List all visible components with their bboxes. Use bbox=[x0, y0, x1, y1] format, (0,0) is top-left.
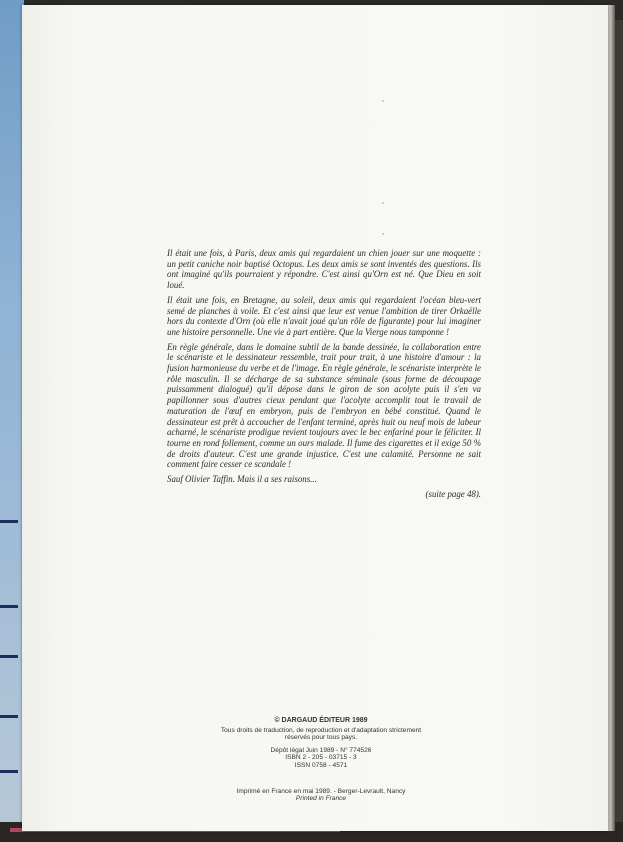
paragraph: Il était une fois, en Bretagne, au soleil, deux amis qui regardaient l'océan bleu-vert semé de planches à voile. Et c'est ainsi que leur est venue l'ambition de tirer Orkaëlle hors du contexte d'Orn (où elle n'avait joué qu'un rôle de figurante) pour lui imaginer une histoire personnelle. Une vie à part entière. Que la Vierge nous tamponne ! bbox=[167, 294, 481, 337]
paper-speck bbox=[382, 202, 384, 204]
continuation-note: (suite page 48). bbox=[425, 488, 481, 499]
cover-mark bbox=[0, 770, 18, 773]
rights-line: Tous droits de traduction, de reproduction et d'adaptation strictement bbox=[220, 726, 422, 734]
publisher-line: © DARGAUD ÉDITEUR 1989 bbox=[274, 717, 368, 724]
paper-speck bbox=[382, 233, 384, 235]
printer-line: Imprimé en France en mai 1989. - Berger-Levrault, Nancy bbox=[236, 787, 406, 795]
isbn: ISBN 2 - 205 - 03715 - 3 bbox=[285, 754, 357, 762]
preface-text bbox=[167, 248, 481, 499]
paper-speck bbox=[382, 100, 384, 102]
issn: ISSN 0758 - 4571 bbox=[294, 761, 348, 769]
cover-mark bbox=[0, 520, 18, 523]
cover-mark bbox=[0, 715, 18, 718]
paragraph: Il était une fois, à Paris, deux amis qui regardaient un chien jouer sur une moquette : un petit caniche noir baptisé Octopus. Les deux amis se sont inventés des questions. Ils ont imaginé qu'ils pourraient y répondre. C'est ainsi qu'Orn est né. Que Dieu en soit loué. bbox=[167, 248, 481, 291]
cover-left-edge bbox=[0, 0, 24, 842]
paragraph: En règle générale, dans le domaine subtil de la bande dessinée, la collaboration entre le scénariste et le dessinateur ressemble, trait pour trait, à une histoire d'amour : la fusion harmonieuse du verbe et de l'image. En règle générale, le scénariste interprète le rôle masculin. Il se décharge de sa substance séminale (sous forme de découpage puissamment dialogué) qu'il dépose dans le giron de son acolyte puis il s'en va papillonner sous d'autres cieux pendant que l'acolyte accomplit tout le travail de maturation de l'œuf en embryon, puis de l'embryon en bébé constitué. Quand le dessinateur est prêt à accoucher de l'enfant terminé, après huit ou neuf mois de labeur acharné, le scénariste prodigue revient toujours avec le bec enfariné pour le féliciter. Il tourne en rond follement, comme un ours malade. Il fume des cigarettes et il exige 50 % de droits d'auteur. C'est une grande injustice. C'est une calamité. Personne ne sait comment faire cesser ce scandale ! bbox=[167, 341, 481, 470]
paragraph: Sauf Olivier Taffin. Mais il a ses raisons... bbox=[167, 474, 317, 485]
cover-mark bbox=[0, 655, 18, 658]
rights-line: réservés pour tous pays. bbox=[284, 734, 358, 742]
cover-mark bbox=[0, 605, 18, 608]
depot-legal: Dépôt légal Juin 1989 - N° 774526 bbox=[270, 746, 372, 754]
colophon bbox=[190, 717, 452, 803]
printed-in: Printed in France bbox=[295, 795, 347, 803]
